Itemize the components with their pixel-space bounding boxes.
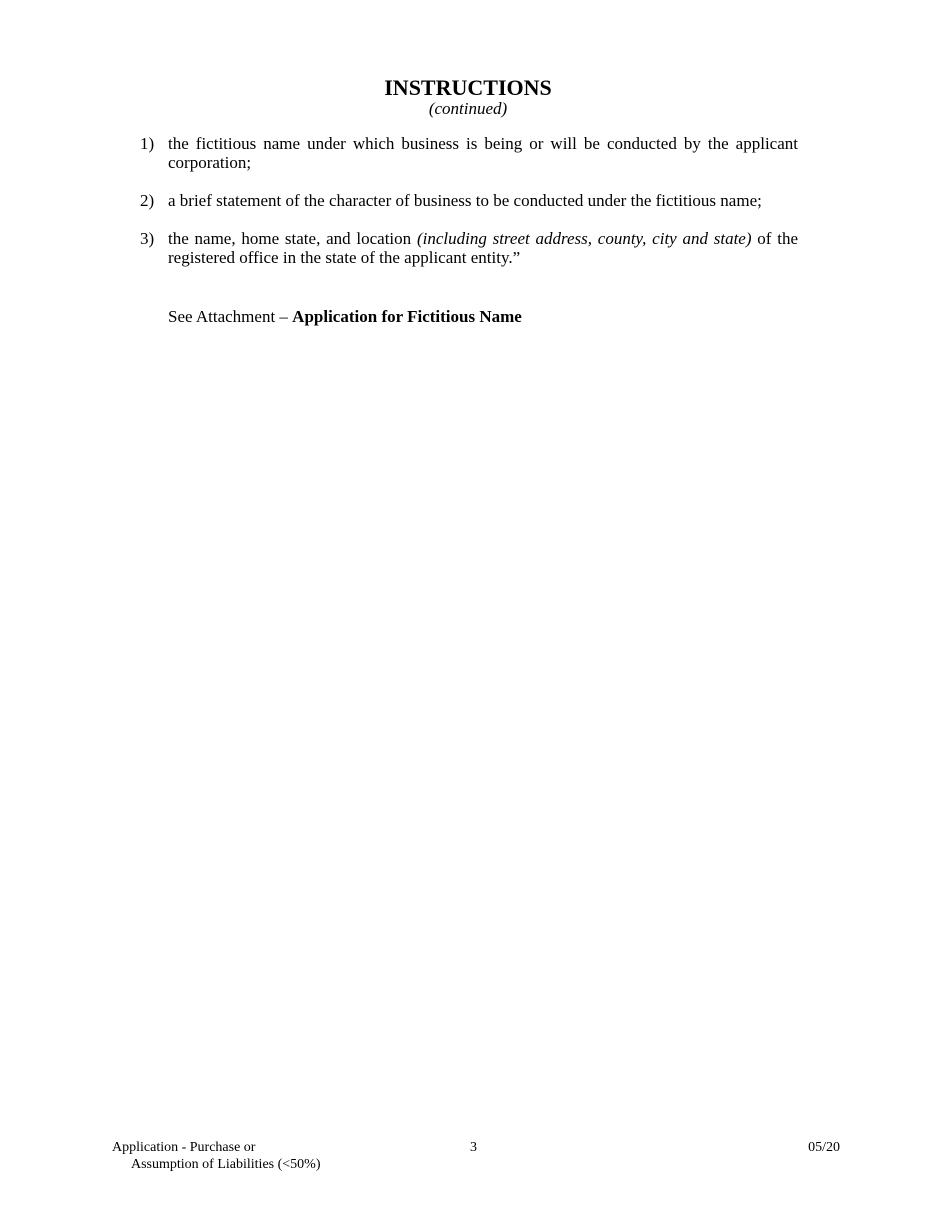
attachment-prefix: See Attachment – [168, 307, 293, 326]
instructions-list [140, 134, 798, 286]
footer-page-number: 3 [470, 1140, 477, 1155]
footer-form-title [112, 1139, 321, 1173]
footer-form-title-line1: Application - Purchase or [112, 1140, 256, 1155]
list-item [140, 229, 798, 267]
attachment-name: Application for Fictitious Name [292, 307, 522, 326]
list-item [140, 134, 798, 172]
item-number: 3) [140, 229, 155, 248]
item-text-italic: (including street address, county, city and state) [416, 229, 752, 248]
footer-form-title-line2: Assumption of Liabilities (<50%) [131, 1157, 321, 1172]
item-number: 1) [140, 134, 155, 153]
attachment-reference [168, 307, 522, 327]
item-text-before: the name, home state, and location [168, 229, 417, 248]
page-subtitle: (continued) [428, 99, 508, 118]
item-text-after: of the registered office in the state of the applicant entity.” [168, 229, 798, 267]
item-text: the fictitious name under which business is being or will be conducted by the applicant corporation; [168, 134, 798, 172]
page-title: INSTRUCTIONS [384, 75, 552, 100]
item-number: 2) [140, 191, 155, 210]
list-item [140, 191, 798, 210]
item-text: a brief statement of the character of business to be conducted under the fictitious name; [168, 191, 762, 210]
footer-revision-date: 05/20 [808, 1140, 840, 1155]
